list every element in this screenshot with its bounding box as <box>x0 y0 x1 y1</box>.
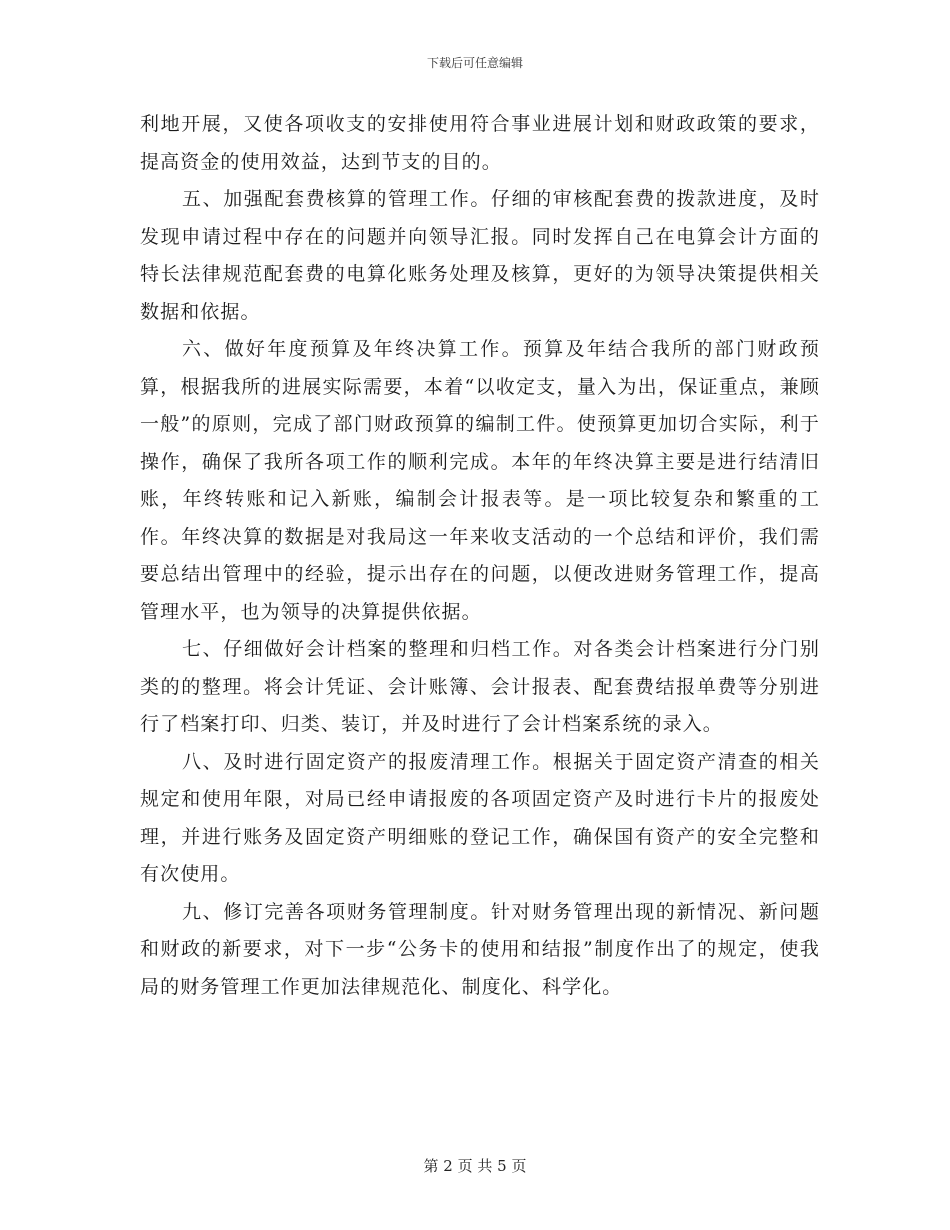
paragraph-section-9: 九、修订完善各项财务管理制度。针对财务管理出现的新情况、新问题和财政的新要求，对下一步“公务卡的使用和结报”制度作出了的规定，使我局的财务管理工作更加法律规范化、制度化、科学化。 <box>140 900 820 998</box>
document-body <box>140 106 820 1006</box>
paragraph-section-6: 六、做好年度预算及年终决算工作。预算及年结合我所的部门财政预算，根据我所的进展实际需要，本着“以收定支，量入为出，保证重点，兼顾一般”的原则，完成了部门财政预算的编制工件。使预算更加切合实际，利于操作，确保了我所各项工作的顺利完成。本年的年终决算主要是进行结清旧账，年终转账和记入新账，编制会计报表等。是一项比较复杂和繁重的工作。年终决算的数据是对我局这一年来收支活动的一个总结和评价，我们需要总结出管理中的经验，提示出存在的问题，以便改进财务管理工作，提高管理水平，也为领导的决算提供依据。 <box>140 338 820 623</box>
paragraph-section-5: 五、加强配套费核算的管理工作。仔细的审核配套费的拨款进度，及时发现申请过程中存在的问题并向领导汇报。同时发挥自己在电算会计方面的特长法律规范配套费的电算化账务处理及核算，更好的为领导决策提供相关数据和依据。 <box>140 188 820 323</box>
paragraph-continuation: 利地开展，又使各项收支的安排使用符合事业进展计划和财政政策的要求，提高资金的使用效益，达到节支的目的。 <box>140 113 820 173</box>
page-number: 第 2 页 共 5 页 <box>423 1157 527 1175</box>
paragraph-section-7: 七、仔细做好会计档案的整理和归档工作。对各类会计档案进行分门别类的的整理。将会计凭证、会计账簿、会计报表、配套费结报单费等分别进行了档案打印、归类、装订，并及时进行了会计档案系统的录入。 <box>140 638 820 735</box>
header-note: 下载后可任意编辑 <box>426 56 523 70</box>
paragraph-section-8: 八、及时进行固定资产的报废清理工作。根据关于固定资产清查的相关规定和使用年限，对局已经申请报废的各项固定资产及时进行卡片的报废处理，并进行账务及固定资产明细账的登记工作，确保国有资产的安全完整和有次使用。 <box>140 750 820 885</box>
